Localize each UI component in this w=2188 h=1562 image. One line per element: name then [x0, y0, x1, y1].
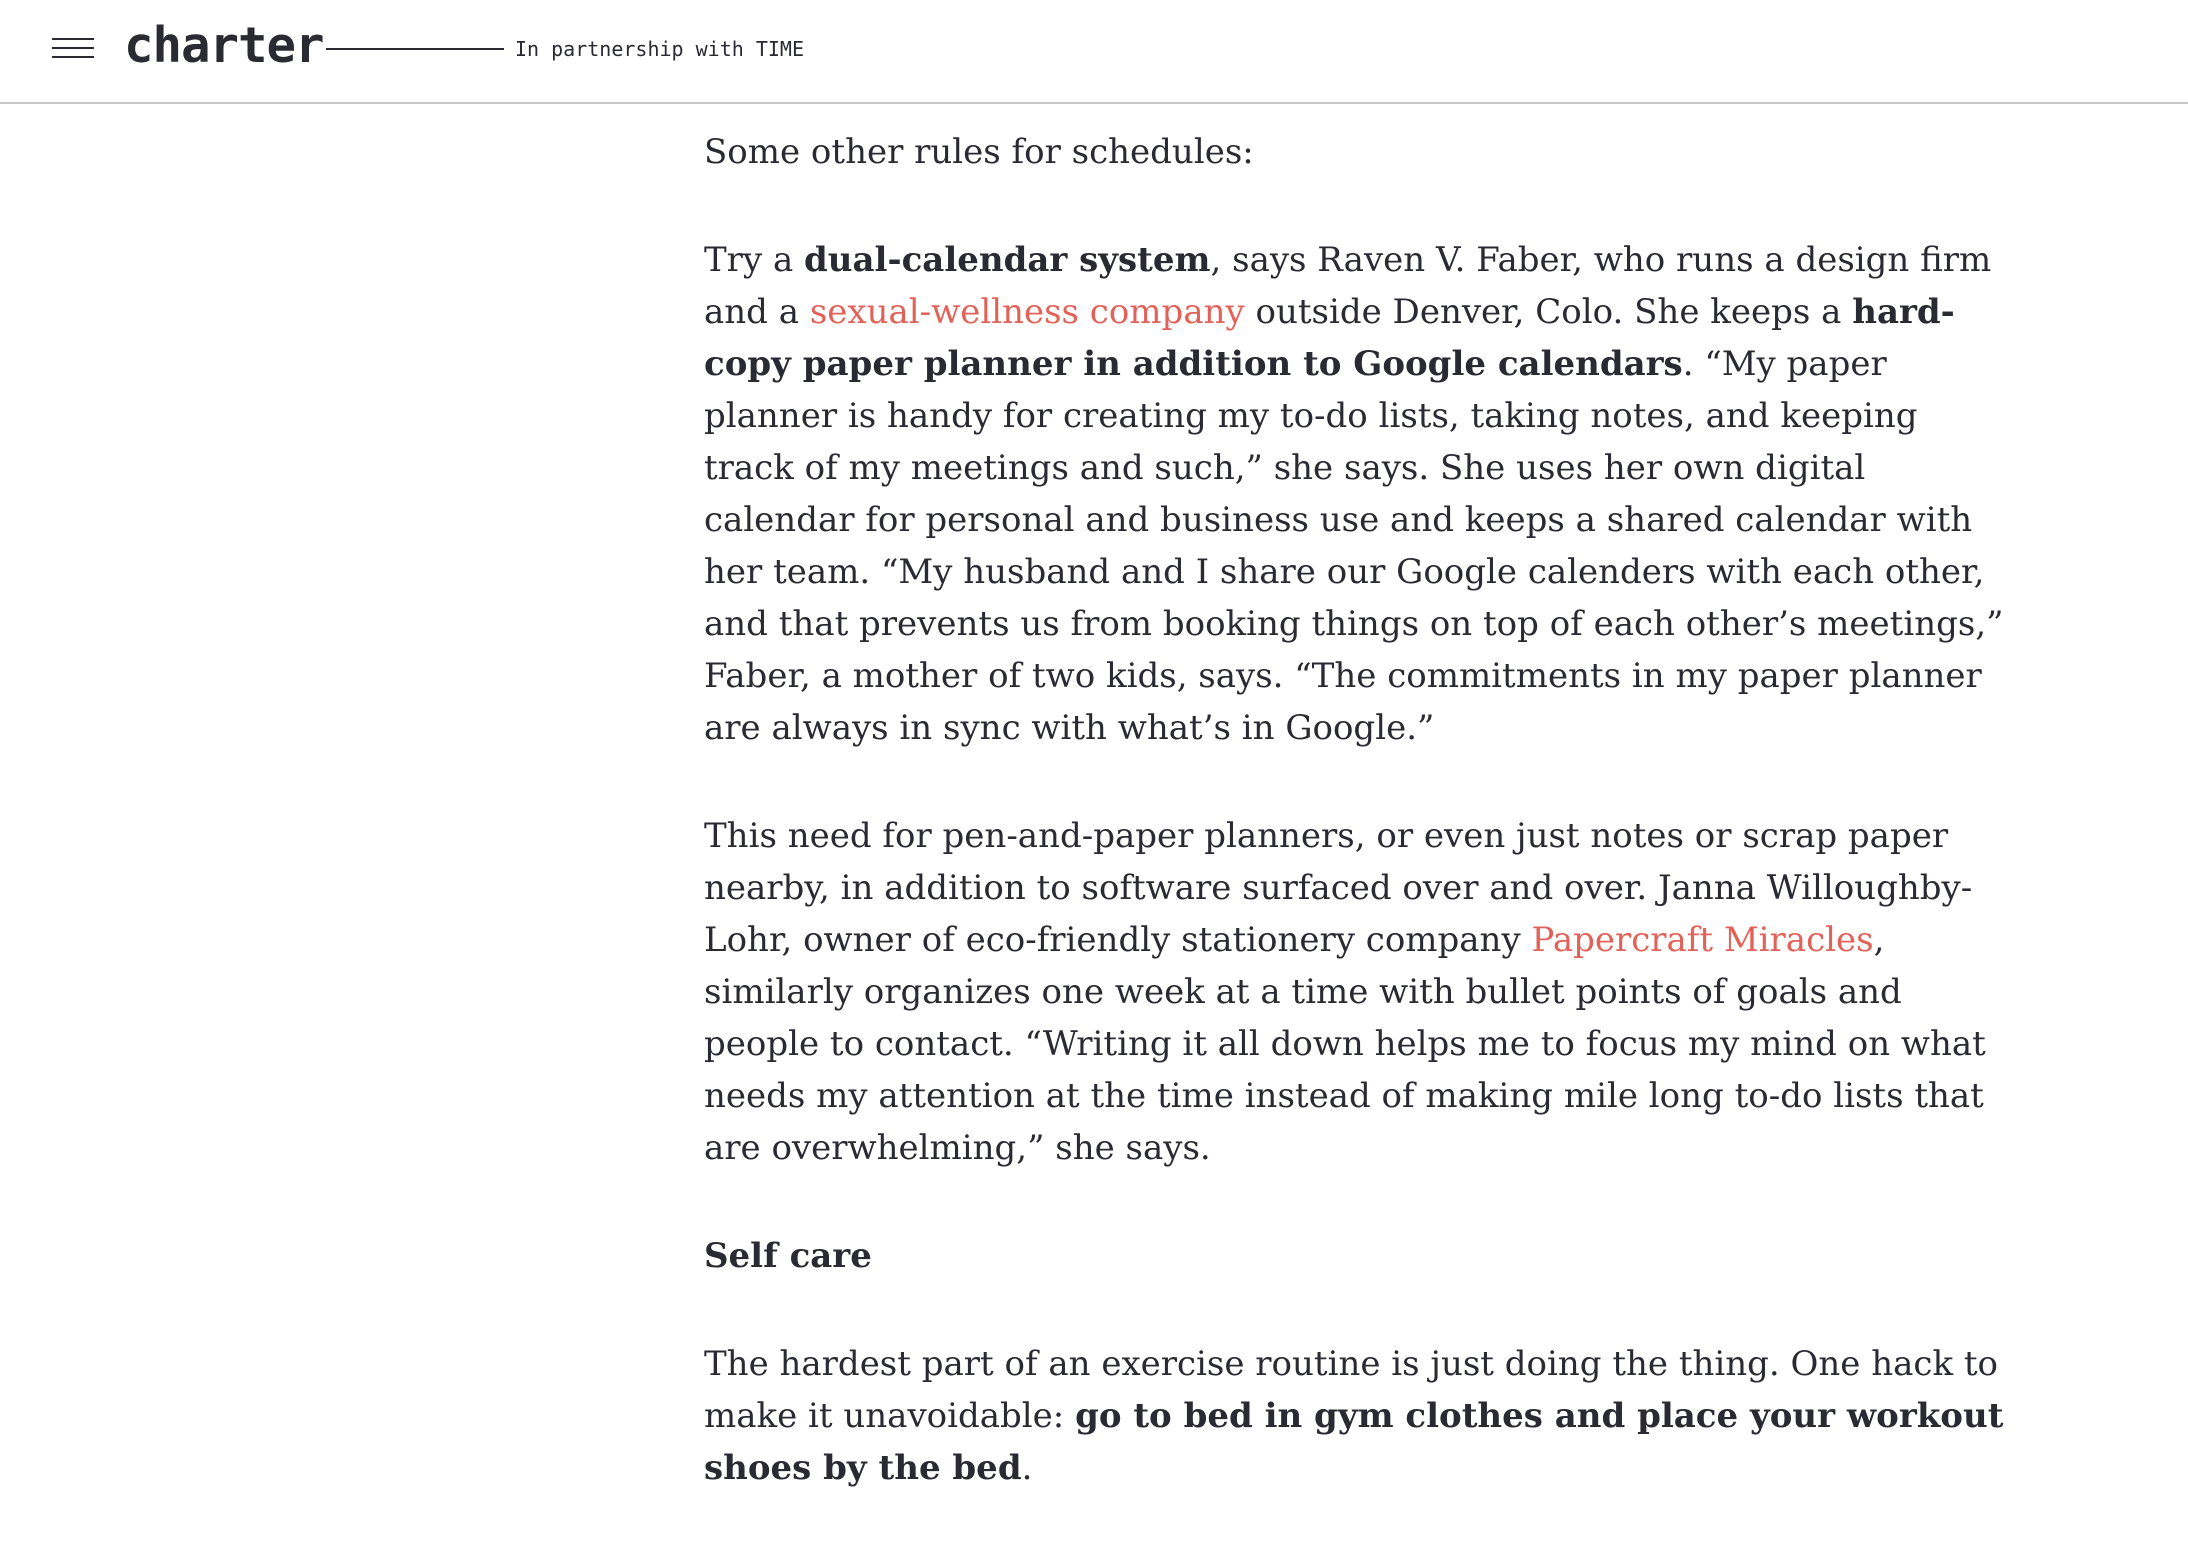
bold-paper-planner: hard-copy paper planner in addition to Google calendars	[704, 292, 1955, 384]
paragraph-schedules-intro: Some other rules for schedules:	[704, 132, 1254, 172]
link-papercraft-miracles[interactable]: Papercraft Miracles	[1531, 920, 1874, 960]
logo-divider	[326, 48, 504, 50]
bold-dual-calendar: dual-calendar system	[804, 240, 1211, 280]
text: . “My paper planner is handy for creating my to-do lists, taking notes, and keeping track of my meetings and such,” she says. She uses her own digital calendar for personal and business use and keeps a shared calendar with her team. “My husband and I share our Google calenders with each other, and that prevents us from booking things on top of each other’s meetings,” Faber, a mother of two kids, says. “The commitments in my paper planner are always in sync with what’s in Google.”	[704, 344, 2004, 748]
menu-line	[52, 56, 94, 58]
section-heading-self-care	[704, 1230, 2004, 1282]
menu-line	[52, 47, 94, 49]
paragraph-pen-and-paper	[704, 810, 2004, 1174]
text: Try a	[704, 240, 805, 280]
charter-logo[interactable]: charter	[124, 17, 324, 74]
site-header	[0, 0, 2188, 104]
text: The hardest part of an exercise routine is just doing the thing. One hack to make it unavoidable:	[704, 1344, 1998, 1436]
article-body	[704, 126, 2004, 1550]
paragraph-exercise	[704, 1338, 2004, 1494]
paragraph-dual-calendar	[704, 234, 2004, 754]
hamburger-menu-icon[interactable]	[52, 35, 94, 61]
heading-text: Self care	[704, 1236, 872, 1276]
text: outside Denver, Colo. She keeps a	[1244, 292, 1853, 332]
text: .	[1021, 1448, 1033, 1488]
bold-gym-clothes: go to bed in gym clothes and place your workout shoes by the bed	[704, 1396, 2004, 1488]
menu-line	[52, 38, 94, 40]
text: , similarly organizes one week at a time with bullet points of goals and people to contact. “Writing it all down helps me to focus my mind on what needs my attention at the time instead of making mile long to-do lists that are overwhelming,” she says.	[704, 920, 1986, 1168]
partnership-text: In partnership with TIME	[515, 37, 804, 61]
text: , says Raven V. Faber, who runs a design firm and a	[704, 240, 1992, 332]
text: This need for pen-and-paper planners, or even just notes or scrap paper nearby, in addition to software surfaced over and over. Janna Willoughby-Lohr, owner of eco-friendly stationery company	[704, 816, 1973, 960]
link-sexual-wellness-company[interactable]: sexual-wellness company	[809, 292, 1245, 332]
